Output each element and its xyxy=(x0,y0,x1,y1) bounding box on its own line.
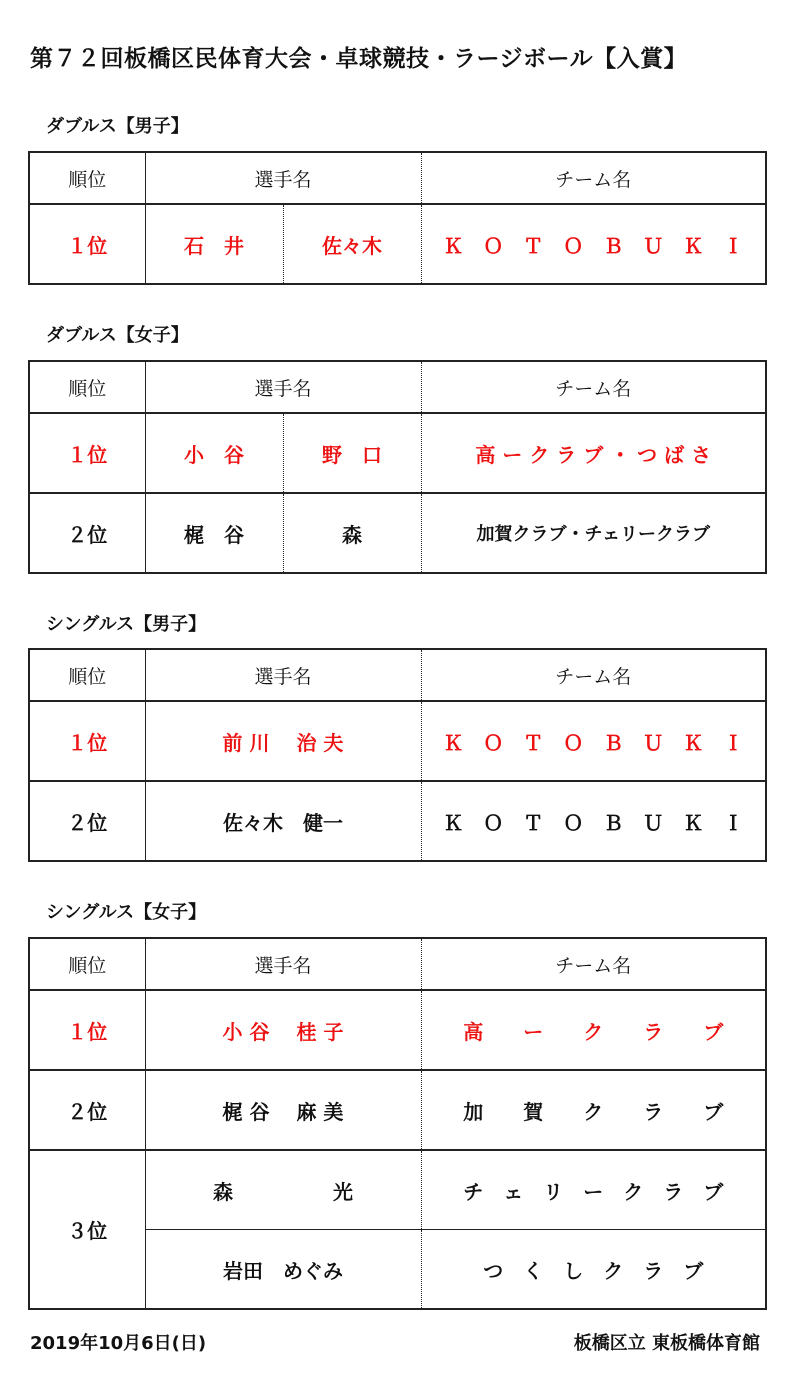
player2-cell: 佐々木 xyxy=(283,204,421,284)
header-rank: 順位 xyxy=(29,152,145,204)
player-cell: 小 谷 桂 子 xyxy=(145,990,421,1070)
table-row xyxy=(29,493,766,573)
team-cell: Ｋ Ｏ Ｔ Ｏ Ｂ Ｕ Ｋ Ｉ xyxy=(443,233,744,258)
page-title: 第７２回板橋区民体育大会・卓球競技・ラージボール【入賞】 xyxy=(30,46,688,72)
header-rank: 順位 xyxy=(29,361,145,413)
player-cell: 前 川 治 夫 xyxy=(145,701,421,781)
section-heading-doubles-women: ダブルス【女子】 xyxy=(46,325,189,346)
player-cell: 岩田 めぐみ xyxy=(145,1230,421,1310)
header-team: チーム名 xyxy=(421,152,766,204)
player1-cell: 小 谷 xyxy=(145,413,283,493)
table-row xyxy=(29,701,766,781)
rank-cell: ３位 xyxy=(29,1150,145,1309)
player-cell: 梶 谷 麻 美 xyxy=(145,1070,421,1150)
player-cell: 森 光 xyxy=(145,1150,421,1230)
rank-cell: １位 xyxy=(29,204,145,284)
header-player: 選手名 xyxy=(145,152,421,204)
team-cell: Ｋ Ｏ Ｔ Ｏ Ｂ Ｕ Ｋ Ｉ xyxy=(421,701,766,781)
table-row xyxy=(29,990,766,1070)
header-team: チーム名 xyxy=(421,361,766,413)
table-header-row xyxy=(29,649,766,701)
player1-cell: 梶 谷 xyxy=(145,493,283,573)
team-cell: 加 賀 ク ラ ブ xyxy=(421,1070,766,1150)
table-row xyxy=(29,781,766,861)
header-player: 選手名 xyxy=(145,361,421,413)
player2-cell: 森 xyxy=(283,493,421,573)
event-date: 2019年10月6日(日) xyxy=(30,1333,207,1354)
table-header-row xyxy=(29,152,766,204)
table-row xyxy=(29,1150,766,1230)
header-team: チーム名 xyxy=(421,649,766,701)
table-header-row xyxy=(29,361,766,413)
rank-cell: ２位 xyxy=(29,781,145,861)
table-header-row xyxy=(29,938,766,990)
player-cell: 佐々木 健一 xyxy=(145,781,421,861)
team-cell: Ｋ Ｏ Ｔ Ｏ Ｂ Ｕ Ｋ Ｉ xyxy=(443,810,744,835)
header-rank: 順位 xyxy=(29,938,145,990)
rank-cell: ２位 xyxy=(29,493,145,573)
table-row xyxy=(29,413,766,493)
results-table-singles-women xyxy=(28,937,767,1310)
team-cell: 加賀クラブ・チェリークラブ xyxy=(476,524,710,545)
table-row xyxy=(29,204,766,284)
rank-cell: １位 xyxy=(29,990,145,1070)
team-cell: 高 ー ク ラ ブ xyxy=(421,990,766,1070)
team-cell: チ ェ リ ー ク ラ ブ xyxy=(421,1150,766,1230)
header-player: 選手名 xyxy=(145,649,421,701)
section-heading-singles-women: シングルス【女子】 xyxy=(46,902,207,923)
player2-cell: 野 口 xyxy=(283,413,421,493)
event-venue: 板橋区立 東板橋体育館 xyxy=(573,1333,760,1354)
results-table-doubles-women xyxy=(28,360,767,574)
results-table-singles-men xyxy=(28,648,767,862)
header-rank: 順位 xyxy=(29,649,145,701)
table-row xyxy=(29,1070,766,1150)
rank-cell: ２位 xyxy=(29,1070,145,1150)
header-team: チーム名 xyxy=(421,938,766,990)
player1-cell: 石 井 xyxy=(145,204,283,284)
rank-cell: １位 xyxy=(29,701,145,781)
section-heading-doubles-men: ダブルス【男子】 xyxy=(46,116,189,137)
team-cell: つ く し ク ラ ブ xyxy=(483,1258,704,1283)
team-cell: 高 ー ク ラ ブ ・ つ ば さ xyxy=(421,413,766,493)
header-player: 選手名 xyxy=(145,938,421,990)
section-heading-singles-men: シングルス【男子】 xyxy=(46,614,207,635)
results-table-doubles-men xyxy=(28,151,767,285)
rank-cell: １位 xyxy=(29,413,145,493)
